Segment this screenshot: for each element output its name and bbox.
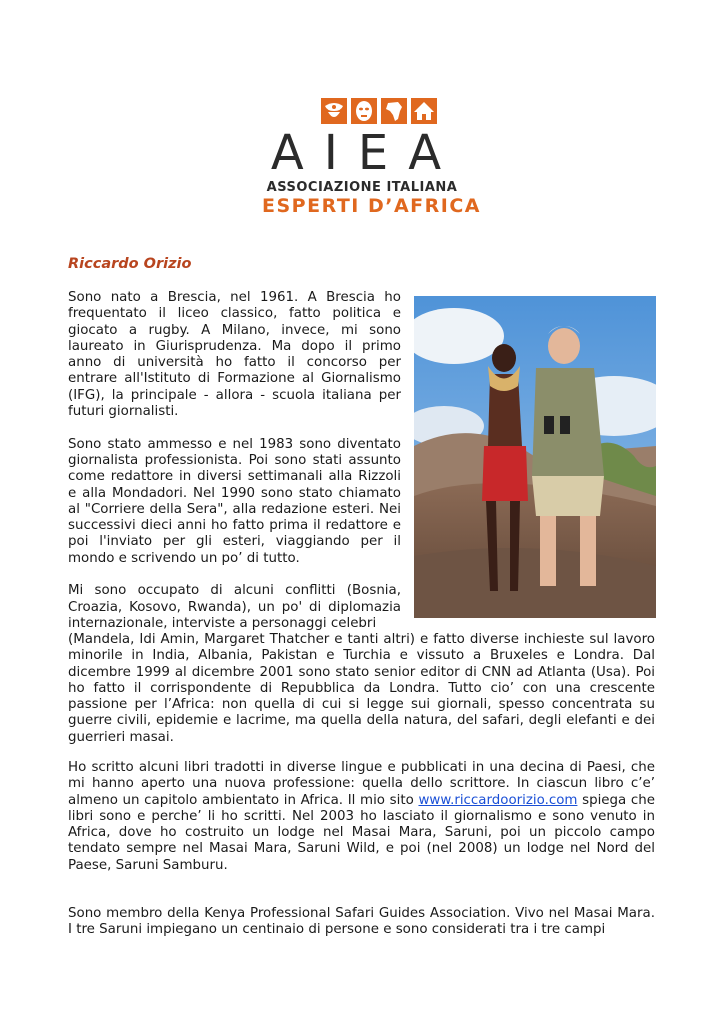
wide-text-3 bbox=[68, 906, 655, 939]
mask-icon bbox=[351, 98, 377, 124]
website-link[interactable]: www.riccardoorizio.com bbox=[418, 792, 578, 808]
wide-text-1 bbox=[68, 632, 655, 746]
paragraph-books bbox=[68, 760, 655, 874]
hut-icon bbox=[411, 98, 437, 124]
logo-icon-row bbox=[296, 98, 462, 124]
paragraph-3-cont: (Mandela, Idi Amin, Margaret Thatcher e tanti altri) e fatto diverse inchieste sul lavoro minorile in India, Albania, Pakistan e Turchia e vissuto a Bruxeles e Londra. Dal dicembre 1999 al dicembre 2001 sono stato senior editor di CNN ad Atlanta (Usa). Poi ho fatto il corrispondente di Repubblica da Londra. Tutto cio’ con una crescente passione per l’Africa: non quella di cui si legge sui giornali, spesso concentrata su guerre civili, epidemie e lacrime, ma quella della natura, del safari, degli elefanti e dei guerrieri masai. bbox=[68, 632, 655, 745]
books-text-after: spiega che libri sono e perche’ li ho scritti. Nel 2003 ho lasciato il giornalismo e sono venuto in Africa, dove ho costruito un lodge nel Masai Mara, Saruni, poi un piccolo campo tendato sempre nel Masai Mara, Saruni Wild, e poi (nel 2008) un lodge nel Nord del Paese, Saruni Samburu. bbox=[68, 792, 655, 873]
photo-masai-warrior-and-author bbox=[414, 296, 656, 618]
logo-letters: AIEA bbox=[270, 125, 462, 181]
aiea-logo bbox=[262, 98, 482, 217]
masai-shield-icon bbox=[321, 98, 347, 124]
paragraph-2: Sono stato ammesso e nel 1983 sono diventato giornalista professionista. Poi sono stati assunto come redattore in diversi settimanali alla Rizzoli e alla Mondadori. Nel 1990 sono stato chiamato al "Corriere della Sera", alla redazione esteri. Nei successivi dieci anni ho fatto prima il redattore e poi l'inviato per gli esteri, viaggiando per il mondo e scrivendo un po’ di tutto. bbox=[68, 436, 401, 566]
paragraph-1: Sono nato a Brescia, nel 1961. A Brescia ho frequentato il liceo classico, fatto politica e giocato a rugby. A Milano, invece, mi sono laureato in Giurisprudenza. Ma dopo il primo anno di università ho fatto il concorso per entrare all'Istituto di Formazione al Giornalismo (IFG), la principale - allora - scuola italiana per futuri giornalisti. bbox=[68, 290, 401, 420]
logo-subtitle-1: ASSOCIAZIONE ITALIANA bbox=[266, 180, 458, 195]
narrow-text-column bbox=[68, 290, 401, 632]
paragraph-3-start: Mi sono occupato di alcuni conflitti (Bosnia, Croazia, Kosovo, Rwanda), un po' di diplomazia internazionale, interviste a personaggi celebri bbox=[68, 583, 401, 631]
paragraph-last: Sono membro della Kenya Professional Safari Guides Association. Vivo nel Masai Mara. I tre Saruni impiegano un centinaio di persone e sono considerati tra i tre campi bbox=[68, 906, 655, 938]
logo-subtitle-2: ESPERTI D’AFRICA bbox=[262, 195, 482, 217]
africa-map-icon bbox=[381, 98, 407, 124]
wide-text-2 bbox=[68, 760, 655, 874]
page-title: Riccardo Orizio bbox=[68, 256, 192, 272]
books-text-before: Ho scritto alcuni libri tradotti in diverse lingue e pubblicati in una decina di Paesi, che mi hanno aperto una nuova professione: quella dello scrittore. In ciascun libro c’e’ almeno un capitolo ambientato in Africa. Il mio sito bbox=[68, 760, 655, 808]
